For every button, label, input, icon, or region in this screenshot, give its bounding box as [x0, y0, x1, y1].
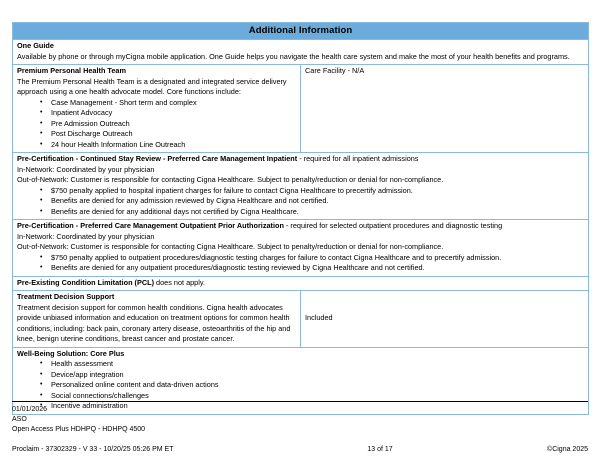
list-item: • Benefits are denied for any outpatient procedures/diagnostic testing reviewed by Cigna Healthcare and not certified. — [51, 263, 584, 274]
table-title-row — [13, 23, 589, 40]
section-title — [17, 278, 584, 289]
section-bullet-list — [17, 98, 296, 151]
table-row — [13, 40, 589, 65]
table-row — [13, 276, 589, 291]
list-item: • Health assessment — [51, 359, 584, 370]
list-item: • Pre Admission Outreach — [51, 119, 296, 130]
section-one-guide — [13, 40, 589, 65]
section-title — [17, 221, 584, 232]
list-item: • Case Management - Short term and complex — [51, 98, 296, 109]
section-paragraph: Out-of-Network: Customer is responsible for contacting Cigna Healthcare. Subject to penalty/reduction or denial for non-compliance. — [17, 175, 444, 184]
section-paragraph: Out-of-Network: Customer is responsible for contacting Cigna Healthcare. Subject to penalty/reduction or denial for non-compliance. — [17, 242, 444, 251]
page-footer — [12, 401, 588, 453]
list-item: • Post Discharge Outreach — [51, 129, 296, 140]
section-title-suffix: - required for all inpatient admissions — [297, 154, 419, 163]
list-item: • $750 penalty applied to hospital inpatient charges for failure to contact Cigna Healthcare to precertify admission. — [51, 186, 584, 197]
list-item: • Personalized online content and data-driven actions — [51, 380, 584, 391]
list-item: • Social connections/challenges — [51, 391, 584, 402]
section-paragraph: In-Network: Coordinated by your physician — [17, 164, 155, 174]
footer-effective-date: 01/01/2026 — [12, 406, 48, 413]
section-title: Well-Being Solution: Core Plus — [17, 348, 125, 358]
section-treatment-decision-support — [13, 291, 301, 348]
section-premium-personal-health-team — [13, 65, 301, 153]
footer-divider — [12, 401, 588, 402]
section-bullet-list — [17, 186, 584, 218]
section-value-premium-personal-health-team: Care Facility - N/A — [301, 65, 589, 153]
section-value-treatment-decision-support: Included — [301, 291, 589, 348]
section-precert-continued-stay-review — [13, 153, 589, 220]
table-row — [13, 291, 589, 348]
list-item: • Benefits are denied for any admission reviewed by Cigna Healthcare and not certified. — [51, 196, 584, 207]
section-title: Treatment Decision Support — [17, 292, 115, 301]
section-title-suffix: does not apply. — [154, 277, 205, 287]
footer-plan-name: Open Access Plus HDHPQ - HDHPQ 4500 — [12, 426, 146, 433]
footer-copyright: ©Cigna 2025 — [547, 446, 588, 453]
list-item: • Device/app integration — [51, 370, 584, 381]
section-paragraph: Treatment decision support for common health conditions. Cigna health advocates provide unbiased information and education on treatment options for common health conditions, including: back pain, coronary artery disease, osteoarthritis of the hip and knee, benign uterine conditions, breast cancer and prostate cancer. — [17, 302, 291, 343]
section-title-suffix: - required for selected outpatient procedures and diagnostic testing — [283, 221, 503, 230]
list-item: • 24 hour Health Information Line Outreach — [51, 140, 296, 151]
footer-funding-type: ASO — [12, 416, 27, 423]
list-item: • Incentive administration — [51, 401, 584, 412]
section-paragraph: In-Network: Coordinated by your physician — [17, 231, 155, 241]
section-title — [17, 154, 584, 165]
section-title: One Guide — [17, 41, 54, 50]
section-title-main: Pre-Existing Condition Limitation (PCL) — [17, 277, 155, 287]
section-bullet-list — [17, 253, 584, 274]
footer-page-number: 13 of 17 — [367, 446, 393, 453]
additional-information-table — [12, 22, 589, 415]
list-item: • $750 penalty applied to outpatient procedures/diagnostic testing charges for failure to contact Cigna Healthcare and to precertify admission. — [51, 253, 584, 264]
table-row — [13, 220, 589, 277]
section-title-main: Pre-Certification - Preferred Care Management Outpatient Prior Authorization — [17, 221, 284, 230]
section-pre-existing-condition-limitation — [13, 276, 589, 291]
section-paragraph: Available by phone or through myCigna mobile application. One Guide helps you navigate the health care system and make the most of your health benefits and programs. — [17, 51, 570, 61]
section-precert-outpatient-prior-auth — [13, 220, 589, 277]
list-item: • Benefits are denied for any additional days not certified by Cigna Healthcare. — [51, 207, 584, 218]
footer-proclaim-id: Proclaim - 37302329 - V 33 - 10/20/25 05:26 PM ET — [12, 446, 174, 453]
list-item: • Inpatient Advocacy — [51, 108, 296, 119]
table-row — [13, 65, 589, 153]
section-paragraph: The Premium Personal Health Team is a designated and integrated service delivery approach using a one health advocate model. Core functions include: — [17, 76, 287, 96]
page-title: Additional Information — [13, 23, 589, 40]
section-title-main: Pre-Certification - Continued Stay Review - Preferred Care Management Inpatient — [17, 154, 298, 163]
table-row — [13, 153, 589, 220]
section-title: Premium Personal Health Team — [17, 66, 126, 75]
footer-bottom-row — [12, 446, 588, 453]
